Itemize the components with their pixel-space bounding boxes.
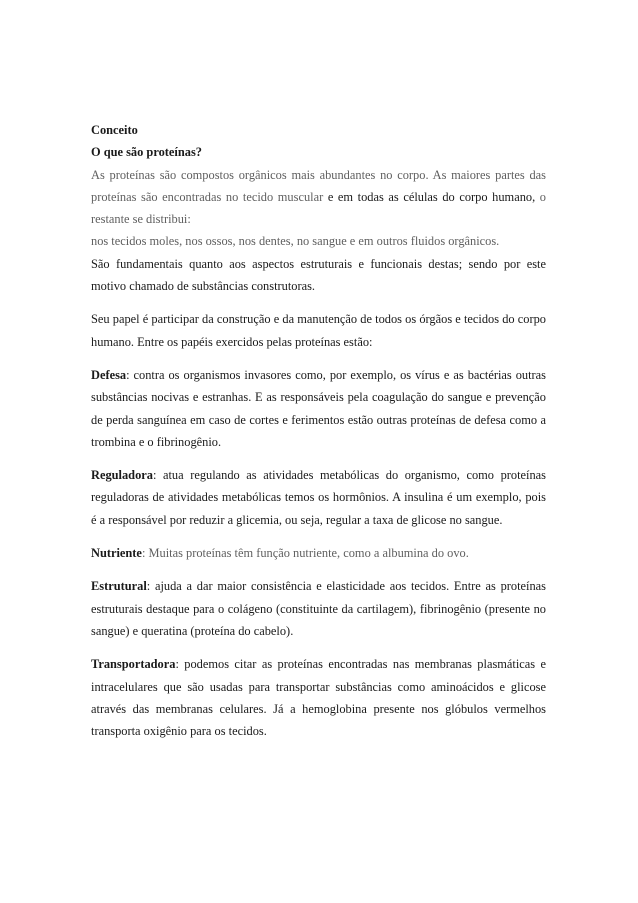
reguladora-text: : atua regulando as atividades metabólicas do organismo, como proteínas reguladoras de atividades metabólicas temos os hormônios. A insulina é um exemplo, pois é a responsável por reduzir a glicemia, ou seja, regular a taxa de glicose no sangue. [91,468,546,527]
heading-conceito: Conceito [91,123,138,137]
estrutural-text: : ajuda a dar maior consistência e elasticidade aos tecidos. Entre as proteínas estruturais destaque para o colágeno (constituinte da cartilagem), fibrinogênio (presente no sangue) e queratina (proteína do cabelo). [91,579,546,638]
document-page [91,119,546,742]
transportadora-term: Transportadora [91,657,176,672]
question-heading: O que são proteínas? [91,145,202,160]
transportadora-paragraph [91,653,546,742]
nutriente-paragraph [91,542,546,564]
role-paragraph: Seu papel é participar da construção e da manutenção de todos os órgãos e tecidos do corpo humano. Entre os papéis exercidos pelas proteínas estão: [91,312,546,349]
defesa-text: : contra os organismos invasores como, por exemplo, os vírus e as bactérias outras substâncias nocivas e estranhas. E as responsáveis pela coagulação do sangue e prevenção de perda sanguínea em caso de cortes e ferimentos estão outras proteínas de defesa como a trombina e o fibrinogênio. [91,367,546,449]
fundamental-paragraph: São fundamentais quanto aos aspectos estruturais e funcionais destas; sendo por este motivo chamado de substâncias construtoras. [91,256,546,294]
intro-paragraph [91,164,546,231]
reguladora-paragraph [91,464,546,531]
nutriente-term: Nutriente [91,546,142,561]
estrutural-term: Estrutural [91,579,147,594]
defesa-term: Defesa [91,367,127,382]
intro-text-gray-end: o restante se distribui: [91,189,546,227]
tissues-paragraph: nos tecidos moles, nos ossos, nos dentes, no sangue e em outros fluidos orgânicos. [91,234,500,249]
nutriente-text: : Muitas proteínas têm função nutriente, como a albumina do ovo. [141,546,469,561]
reguladora-term: Reguladora [91,468,153,483]
estrutural-paragraph [91,575,546,642]
defesa-paragraph [91,364,546,453]
intro-text-dark: e em todas as células do corpo humano, [323,189,536,204]
transportadora-text: : podemos citar as proteínas encontradas nas membranas plasmáticas e intracelulares que são usadas para transportar substâncias como aminoácidos e glicose através das membranas celulares. Já a hemoglobina presente nos glóbulos vermelhos transporta oxigênio para os tecidos. [91,657,546,739]
intro-text-gray: As proteínas são compostos orgânicos mais abundantes no corpo. As maiores partes das proteínas são encontradas no tecido muscular [91,167,546,204]
